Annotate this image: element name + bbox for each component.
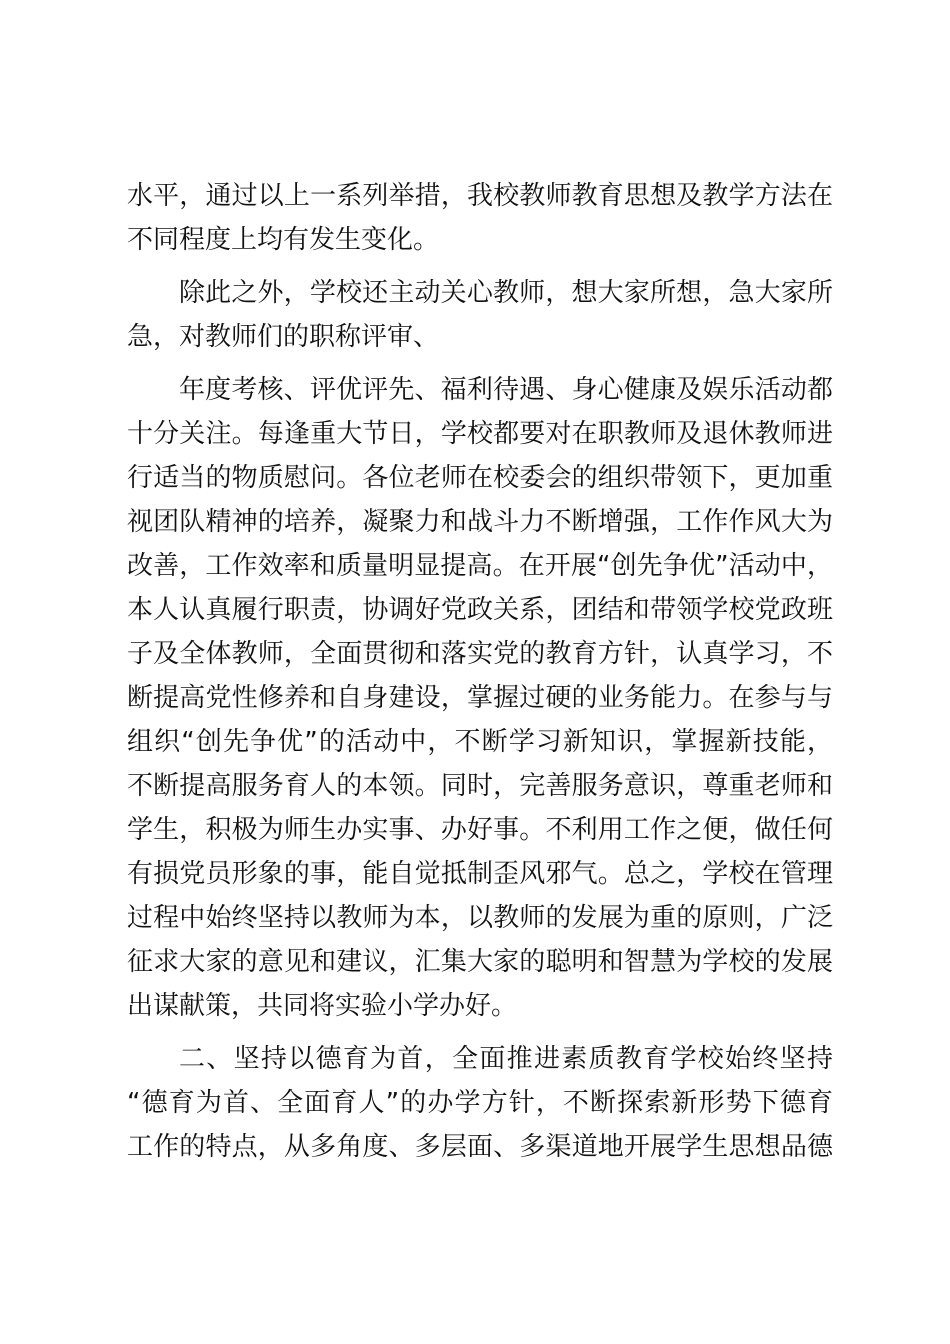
paragraph-4 bbox=[127, 1037, 833, 1169]
text-line: 学生，积极为师生办实事、办好事。不利用工作之便，做任何 bbox=[127, 815, 833, 845]
text-line: 视团队精神的培养，凝聚力和战斗力不断增强，工作作风大为 bbox=[127, 507, 833, 537]
paragraph-1 bbox=[127, 174, 833, 262]
text-line: 组织“创先争优”的活动中，不断学习新知识，掌握新技能， bbox=[127, 727, 833, 757]
text-line: 十分关注。每逢重大节日，学校都要对在职教师及退休教师进 bbox=[127, 419, 833, 449]
text-line: 二、坚持以德育为首，全面推进素质教育学校始终坚持 bbox=[179, 1044, 833, 1074]
document-body bbox=[127, 174, 833, 1169]
text-line: 出谋献策，共同将实验小学办好。 bbox=[127, 991, 518, 1021]
text-line: 工作的特点，从多角度、多层面、多渠道地开展学生思想品德 bbox=[127, 1132, 833, 1162]
paragraph-3 bbox=[127, 368, 833, 1028]
text-line: 本人认真履行职责，协调好党政关系，团结和带领学校党政班 bbox=[127, 595, 833, 625]
text-line: 断提高党性修养和自身建设，掌握过硬的业务能力。在参与与 bbox=[127, 683, 833, 713]
text-line: 征求大家的意见和建议，汇集大家的聪明和智慧为学校的发展 bbox=[127, 947, 833, 977]
text-line: 除此之外，学校还主动关心教师，想大家所想，急大家所 bbox=[179, 278, 833, 308]
text-line: 急，对教师们的职称评审、 bbox=[127, 322, 440, 352]
text-line: 年度考核、评优评先、福利待遇、身心健康及娱乐活动都 bbox=[179, 375, 833, 405]
text-line: 过程中始终坚持以教师为本，以教师的发展为重的原则，广泛 bbox=[127, 903, 833, 933]
text-line: 水平，通过以上一系列举措，我校教师教育思想及教学方法在 bbox=[127, 181, 833, 211]
text-line: 子及全体教师，全面贯彻和落实党的教育方针，认真学习，不 bbox=[127, 639, 833, 669]
text-line: 不同程度上均有发生变化。 bbox=[127, 225, 440, 255]
text-line: 改善，工作效率和质量明显提高。在开展“创先争优”活动中， bbox=[127, 551, 833, 581]
text-line: 有损党员形象的事，能自觉抵制歪风邪气。总之，学校在管理 bbox=[127, 859, 833, 889]
text-line: “德育为首、全面育人”的办学方针，不断探索新形势下德育 bbox=[127, 1088, 833, 1118]
text-line: 不断提高服务育人的本领。同时，完善服务意识，尊重老师和 bbox=[127, 771, 833, 801]
text-line: 行适当的物质慰问。各位老师在校委会的组织带领下，更加重 bbox=[127, 463, 833, 493]
paragraph-2 bbox=[127, 271, 833, 359]
